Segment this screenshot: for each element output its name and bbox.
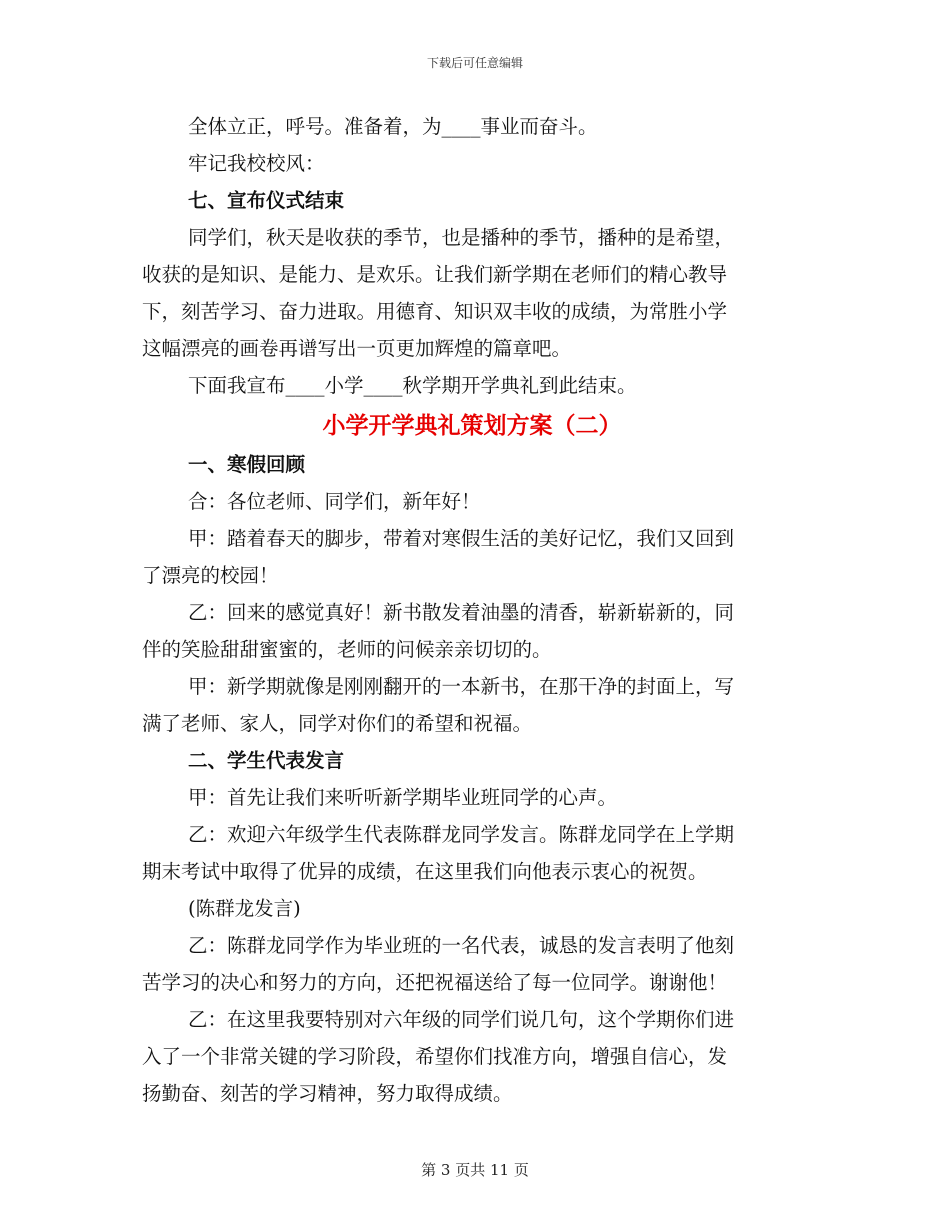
paragraph-line: 同学们，秋天是收获的季节，也是播种的季节，播种的是希望，: [188, 226, 735, 249]
paragraph-line: 满了老师、家人，同学对你们的希望和祝福。: [142, 712, 533, 735]
paragraph-line: 甲：踏着春天的脚步，带着对寒假生活的美好记忆，我们又回到: [188, 527, 735, 550]
paragraph-line: 合：各位老师、同学们，新年好！: [188, 490, 481, 513]
paragraph-line: 下，刻苦学习、奋力进取。用德育、知识双丰收的成绩，为常胜小学: [142, 300, 728, 323]
paragraph-line: 下面我宣布____小学____秋学期开学典礼到此结束。: [188, 374, 637, 397]
paragraph-line: 入了一个非常关键的学习阶段，希望你们找准方向，增强自信心，发: [142, 1045, 728, 1068]
document-body: [142, 108, 802, 1112]
paragraph-line: 乙：回来的感觉真好！新书散发着油墨的清香，崭新崭新的，同: [188, 601, 735, 624]
paragraph-line: 扬勤奋、刻苦的学习精神，努力取得成绩。: [142, 1082, 513, 1105]
paragraph-line: 伴的笑脸甜甜蜜蜜的，老师的问候亲亲切切的。: [142, 638, 552, 661]
section-heading: 七、宣布仪式结束: [188, 189, 345, 212]
paragraph-line: 全体立正，呼号。准备着，为____事业而奋斗。: [188, 115, 598, 138]
paragraph-line: 了漂亮的校园！: [142, 564, 279, 587]
page-header: 下载后可任意编辑: [426, 56, 523, 70]
paragraph-line: 乙：欢迎六年级学生代表陈群龙同学发言。陈群龙同学在上学期: [188, 823, 735, 846]
paragraph-line: 甲：首先让我们来听听新学期毕业班同学的心声。: [188, 786, 618, 809]
paragraph-line: 这幅漂亮的画卷再谱写出一页更加辉煌的篇章吧。: [142, 337, 572, 360]
paragraph-line: 甲：新学期就像是刚刚翻开的一本新书，在那干净的封面上，写: [188, 675, 735, 698]
section-heading: 二、学生代表发言: [188, 749, 345, 772]
paragraph-line: 期末考试中取得了优异的成绩，在这里我们向他表示衷心的祝贺。: [142, 860, 708, 883]
paragraph-line: 收获的是知识、是能力、是欢乐。让我们新学期在老师们的精心教导: [142, 263, 728, 286]
paragraph-line: 乙：陈群龙同学作为毕业班的一名代表，诚恳的发言表明了他刻: [188, 934, 735, 957]
paragraph-line: 苦学习的决心和努力的方向，还把祝福送给了每一位同学。谢谢他！: [142, 971, 728, 994]
section-heading: 一、寒假回顾: [188, 453, 306, 476]
page-footer: 第 3 页共 11 页: [421, 1161, 529, 1179]
paragraph-line: 牢记我校校风：: [188, 152, 325, 175]
document-title: 小学开学典礼策划方案（二）: [322, 412, 622, 439]
paragraph-line: 乙：在这里我要特别对六年级的同学们说几句，这个学期你们进: [188, 1008, 735, 1031]
paragraph-line: (陈群龙发言): [188, 897, 301, 920]
